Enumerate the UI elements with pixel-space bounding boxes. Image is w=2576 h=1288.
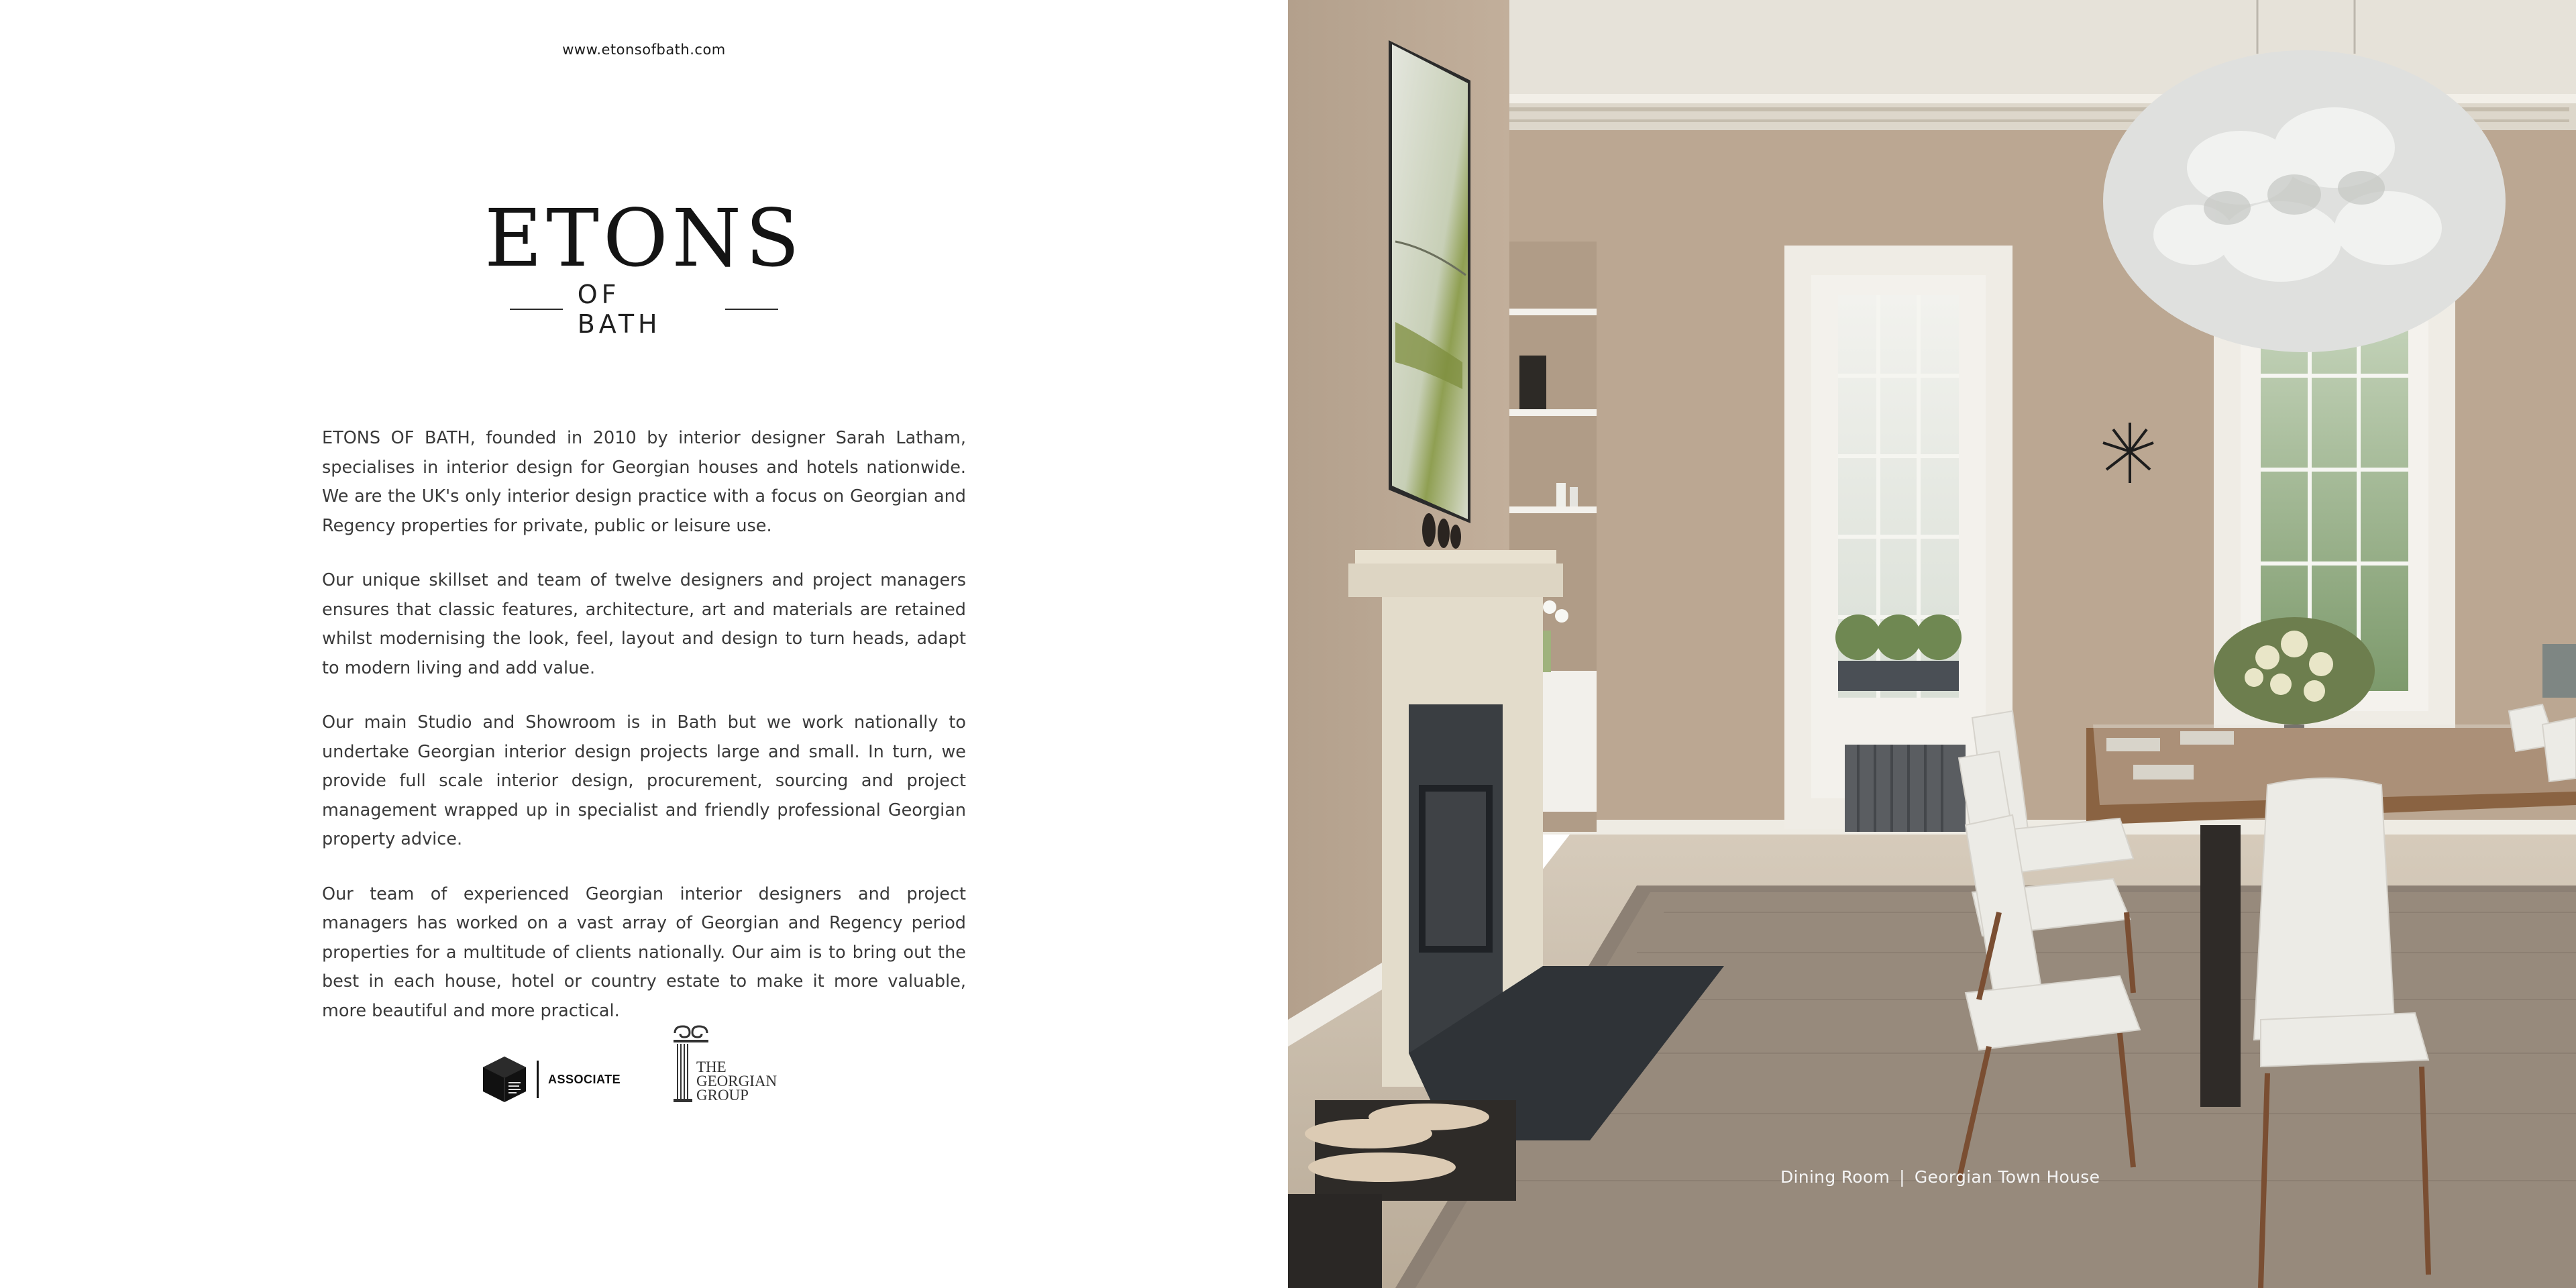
intro-paragraph-2: Our unique skillset and team of twelve designers and project managers ensures that classic features, architecture, art and materials are retained whilst modernising the look, feel, layout and design to turn heads, adapt to modern living and add value. — [322, 570, 966, 678]
affiliation-logos — [470, 1020, 818, 1107]
georgian-line-2: GEORGIAN — [696, 1073, 777, 1089]
bidi-divider — [537, 1061, 539, 1098]
logo-tagline-text: OF BATH — [577, 280, 661, 339]
brand-logo-name: ETONS — [484, 192, 804, 284]
georgian-group-logo — [671, 1024, 792, 1107]
bidi-associate-logo — [480, 1056, 635, 1103]
caption-room: Dining Room — [1780, 1167, 1890, 1187]
logo-rule-right — [725, 309, 778, 310]
photo-caption — [1780, 1167, 2100, 1187]
georgian-group-text — [696, 1060, 777, 1102]
dining-room-illustration — [1288, 0, 2576, 1288]
intro-paragraph-3: Our main Studio and Showroom is in Bath but we work nationally to undertake Georgian interior design projects large and small. In turn, we provide full scale interior design, procurement, sourcing and project management wrapped up in specialist and friendly professional Georgian property advice. — [322, 712, 966, 849]
logo-rule-left — [510, 309, 563, 310]
caption-separator: | — [1899, 1167, 1905, 1187]
website-url[interactable]: www.etonsofbath.com — [562, 42, 726, 58]
intro-paragraph-4: Our team of experienced Georgian interior designers and project managers has worked on a vast array of Georgian and Regency period properties for a multitude of clients nationally. Our aim is to bring out the best in each house, hotel or country estate to make it more valuable, more beautiful and more practical. — [322, 883, 966, 1021]
dining-room-photo — [1288, 0, 2576, 1288]
intro-paragraph-1: ETONS OF BATH, founded in 2010 by interior designer Sarah Latham, specialises in interior design for Georgian houses and hotels nationwide. We are the UK's only interior design practice with a focus on Georgian and Regency properties for private, public or leisure use. — [322, 428, 966, 536]
georgian-line-3: GROUP — [696, 1087, 749, 1104]
intro-text — [322, 424, 966, 1051]
brand-logo-tagline — [510, 280, 778, 339]
caption-property: Georgian Town House — [1914, 1167, 2100, 1187]
bidi-associate-label: ASSOCIATE — [548, 1072, 621, 1086]
georgian-line-1: THE — [696, 1059, 727, 1075]
bidi-cube-icon — [480, 1055, 529, 1104]
